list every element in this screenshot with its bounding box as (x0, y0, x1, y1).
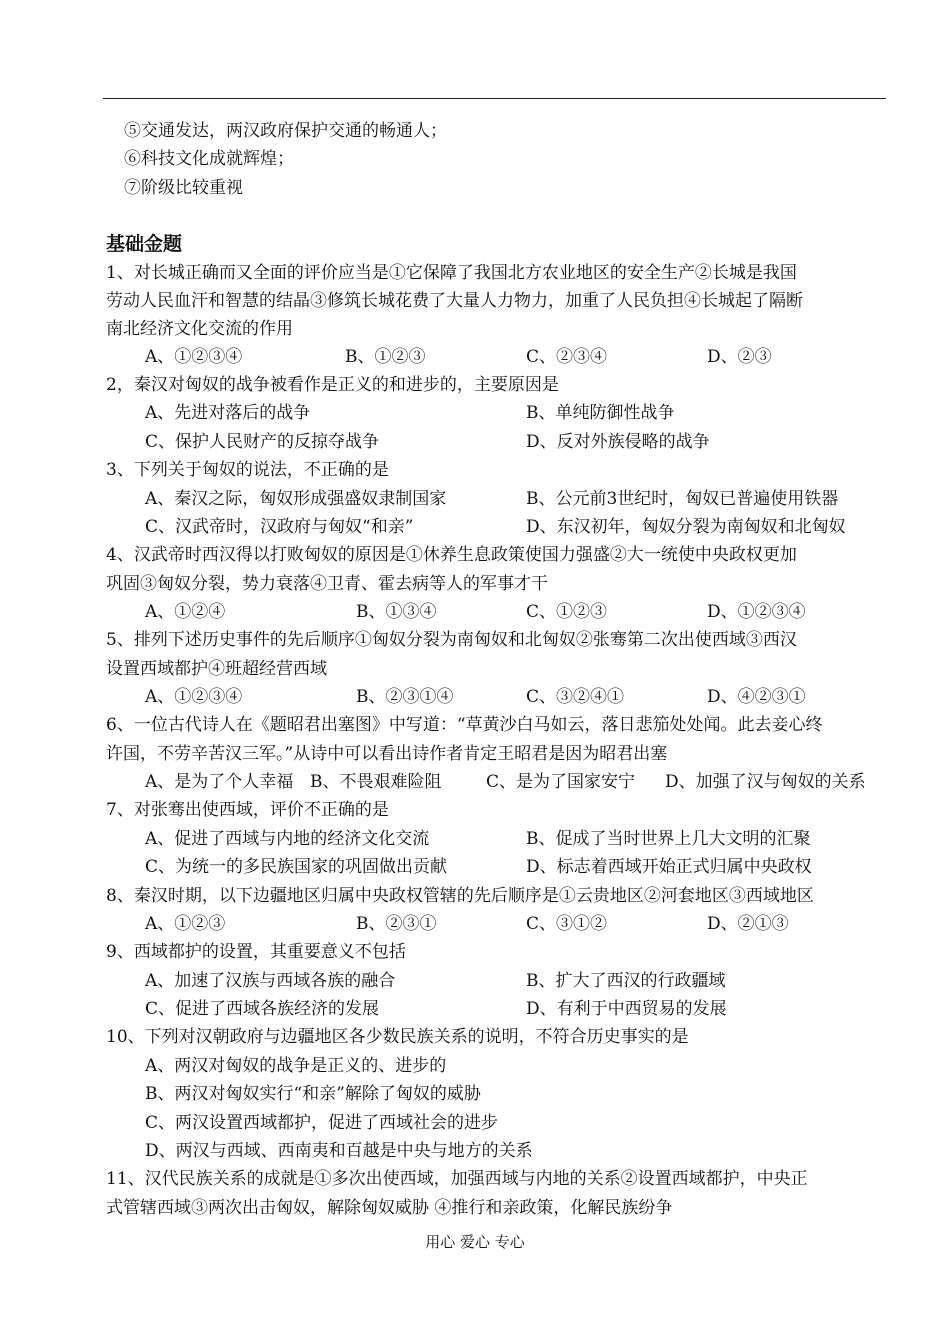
option-a: A、加速了汉族与西域各族的融合 (145, 971, 396, 991)
question-stem: 8、秦汉时期，以下边疆地区归属中央政权管辖的先后顺序是①云贵地区②河套地区③西域地区 (106, 886, 814, 906)
option-c: C、保护人民财产的反掠夺战争 (145, 432, 380, 452)
question-stem: 6、一位古代诗人在《题昭君出塞图》中写道：“草黄沙白马如云，落日悲笳处处闻。此去妾心终 (106, 715, 823, 735)
option-c: C、③②④① (526, 687, 625, 707)
question-stem: 5、排列下述历史事件的先后顺序①匈奴分裂为南匈奴和北匈奴②张骞第二次出使西域③西汉 (106, 630, 797, 650)
option-b: B、公元前3世纪时，匈奴已普遍使用铁器 (526, 489, 839, 509)
option-b: B、①②③ (345, 347, 426, 367)
option-a: A、先进对落后的战争 (145, 403, 311, 423)
option-c: C、汉武帝时，汉政府与匈奴“和亲” (145, 517, 414, 537)
option-c: C、①②③ (526, 602, 608, 622)
option-c: C、为统一的多民族国家的巩固做出贡献 (145, 857, 448, 877)
option-d: D、②③ (707, 347, 772, 367)
option-b: B、扩大了西汉的行政疆域 (526, 971, 726, 991)
option-d: D、标志着西域开始正式归属中央政权 (526, 857, 812, 877)
option-c: C、③①② (526, 914, 608, 934)
question-stem: 设置西域都护④班超经营西域 (106, 659, 327, 679)
summary-item: ⑦阶级比较重视 (124, 178, 243, 198)
question-stem: 式管辖西域③两次出击匈奴，解除匈奴威胁 ④推行和亲政策，化解民族纷争 (106, 1198, 673, 1218)
question-stem: 1、对长城正确而又全面的评价应当是①它保障了我国北方农业地区的安全生产②长城是我国 (106, 263, 797, 283)
option-d: D、②①③ (707, 914, 789, 934)
option-b: B、单纯防御性战争 (526, 403, 675, 423)
question-stem: 许国，不劳辛苦汉三军。”从诗中可以看出诗作者肯定王昭君是因为昭君出塞 (106, 744, 668, 764)
option-c: C、是为了国家安宁 (486, 772, 636, 792)
option-a: A、①②③④ (145, 347, 243, 367)
summary-item: ⑥科技文化成就辉煌； (124, 149, 294, 169)
option-d: D、④②③① (707, 687, 806, 707)
option-b: B、两汉对匈奴实行“和亲”解除了匈奴的威胁 (145, 1084, 481, 1104)
option-d: D、加强了汉与匈奴的关系 (665, 772, 866, 792)
option-a: A、促进了西域与内地的经济文化交流 (145, 829, 430, 849)
question-stem: 7、对张骞出使西域，评价不正确的是 (106, 800, 389, 820)
option-d: D、有利于中西贸易的发展 (526, 999, 727, 1019)
option-b: B、不畏艰难险阻 (310, 772, 442, 792)
question-stem: 10、下列对汉朝政府与边疆地区各少数民族关系的说明，不符合历史事实的是 (106, 1027, 689, 1047)
option-b: B、促成了当时世界上几大文明的汇聚 (526, 829, 811, 849)
question-stem: 4、汉武帝时西汉得以打败匈奴的原因是①休养生息政策使国力强盛②大一统使中央政权更加 (106, 545, 797, 565)
option-c: C、②③④ (526, 347, 608, 367)
question-stem: 巩固③匈奴分裂，势力衰落④卫青、霍去病等人的军事才干 (106, 574, 548, 594)
option-a: A、是为了个人幸福 (145, 772, 294, 792)
question-stem: 南北经济文化交流的作用 (106, 319, 293, 339)
page-footer: 用心 爱心 专心 (425, 1233, 525, 1251)
header-rule (103, 98, 886, 99)
option-d: D、两汉与西域、西南夷和百越是中央与地方的关系 (145, 1141, 533, 1161)
option-b: B、①③④ (356, 602, 437, 622)
option-a: A、两汉对匈奴的战争是正义的、进步的 (145, 1056, 447, 1076)
option-b: B、②③① (356, 914, 437, 934)
summary-item: ⑤交通发达，两汉政府保护交通的畅通人； (124, 121, 447, 141)
option-c: C、两汉设置西域都护，促进了西域社会的进步 (145, 1113, 499, 1133)
option-a: A、①②④ (145, 602, 226, 622)
option-a: A、①②③ (145, 914, 226, 934)
option-a: A、①②③④ (145, 687, 243, 707)
option-c: C、促进了西域各族经济的发展 (145, 999, 380, 1019)
option-a: A、秦汉之际，匈奴形成强盛奴隶制国家 (145, 489, 447, 509)
option-d: D、反对外族侵略的战争 (526, 432, 710, 452)
option-b: B、②③①④ (356, 687, 454, 707)
section-title: 基础金题 (106, 233, 183, 255)
question-stem: 劳动人民血汗和智慧的结晶③修筑长城花费了大量人力物力，加重了人民负担④长城起了隔断 (106, 291, 803, 311)
question-stem: 11、汉代民族关系的成就是①多次出使西域，加强西域与内地的关系②设置西域都护，中央正 (106, 1169, 808, 1189)
option-d: D、东汉初年，匈奴分裂为南匈奴和北匈奴 (526, 517, 846, 537)
question-stem: 9、西域都护的设置，其重要意义不包括 (106, 942, 406, 962)
question-stem: 2，秦汉对匈奴的战争被看作是正义的和进步的，主要原因是 (106, 375, 559, 395)
option-d: D、①②③④ (707, 602, 806, 622)
question-stem: 3、下列关于匈奴的说法，不正确的是 (106, 460, 389, 480)
